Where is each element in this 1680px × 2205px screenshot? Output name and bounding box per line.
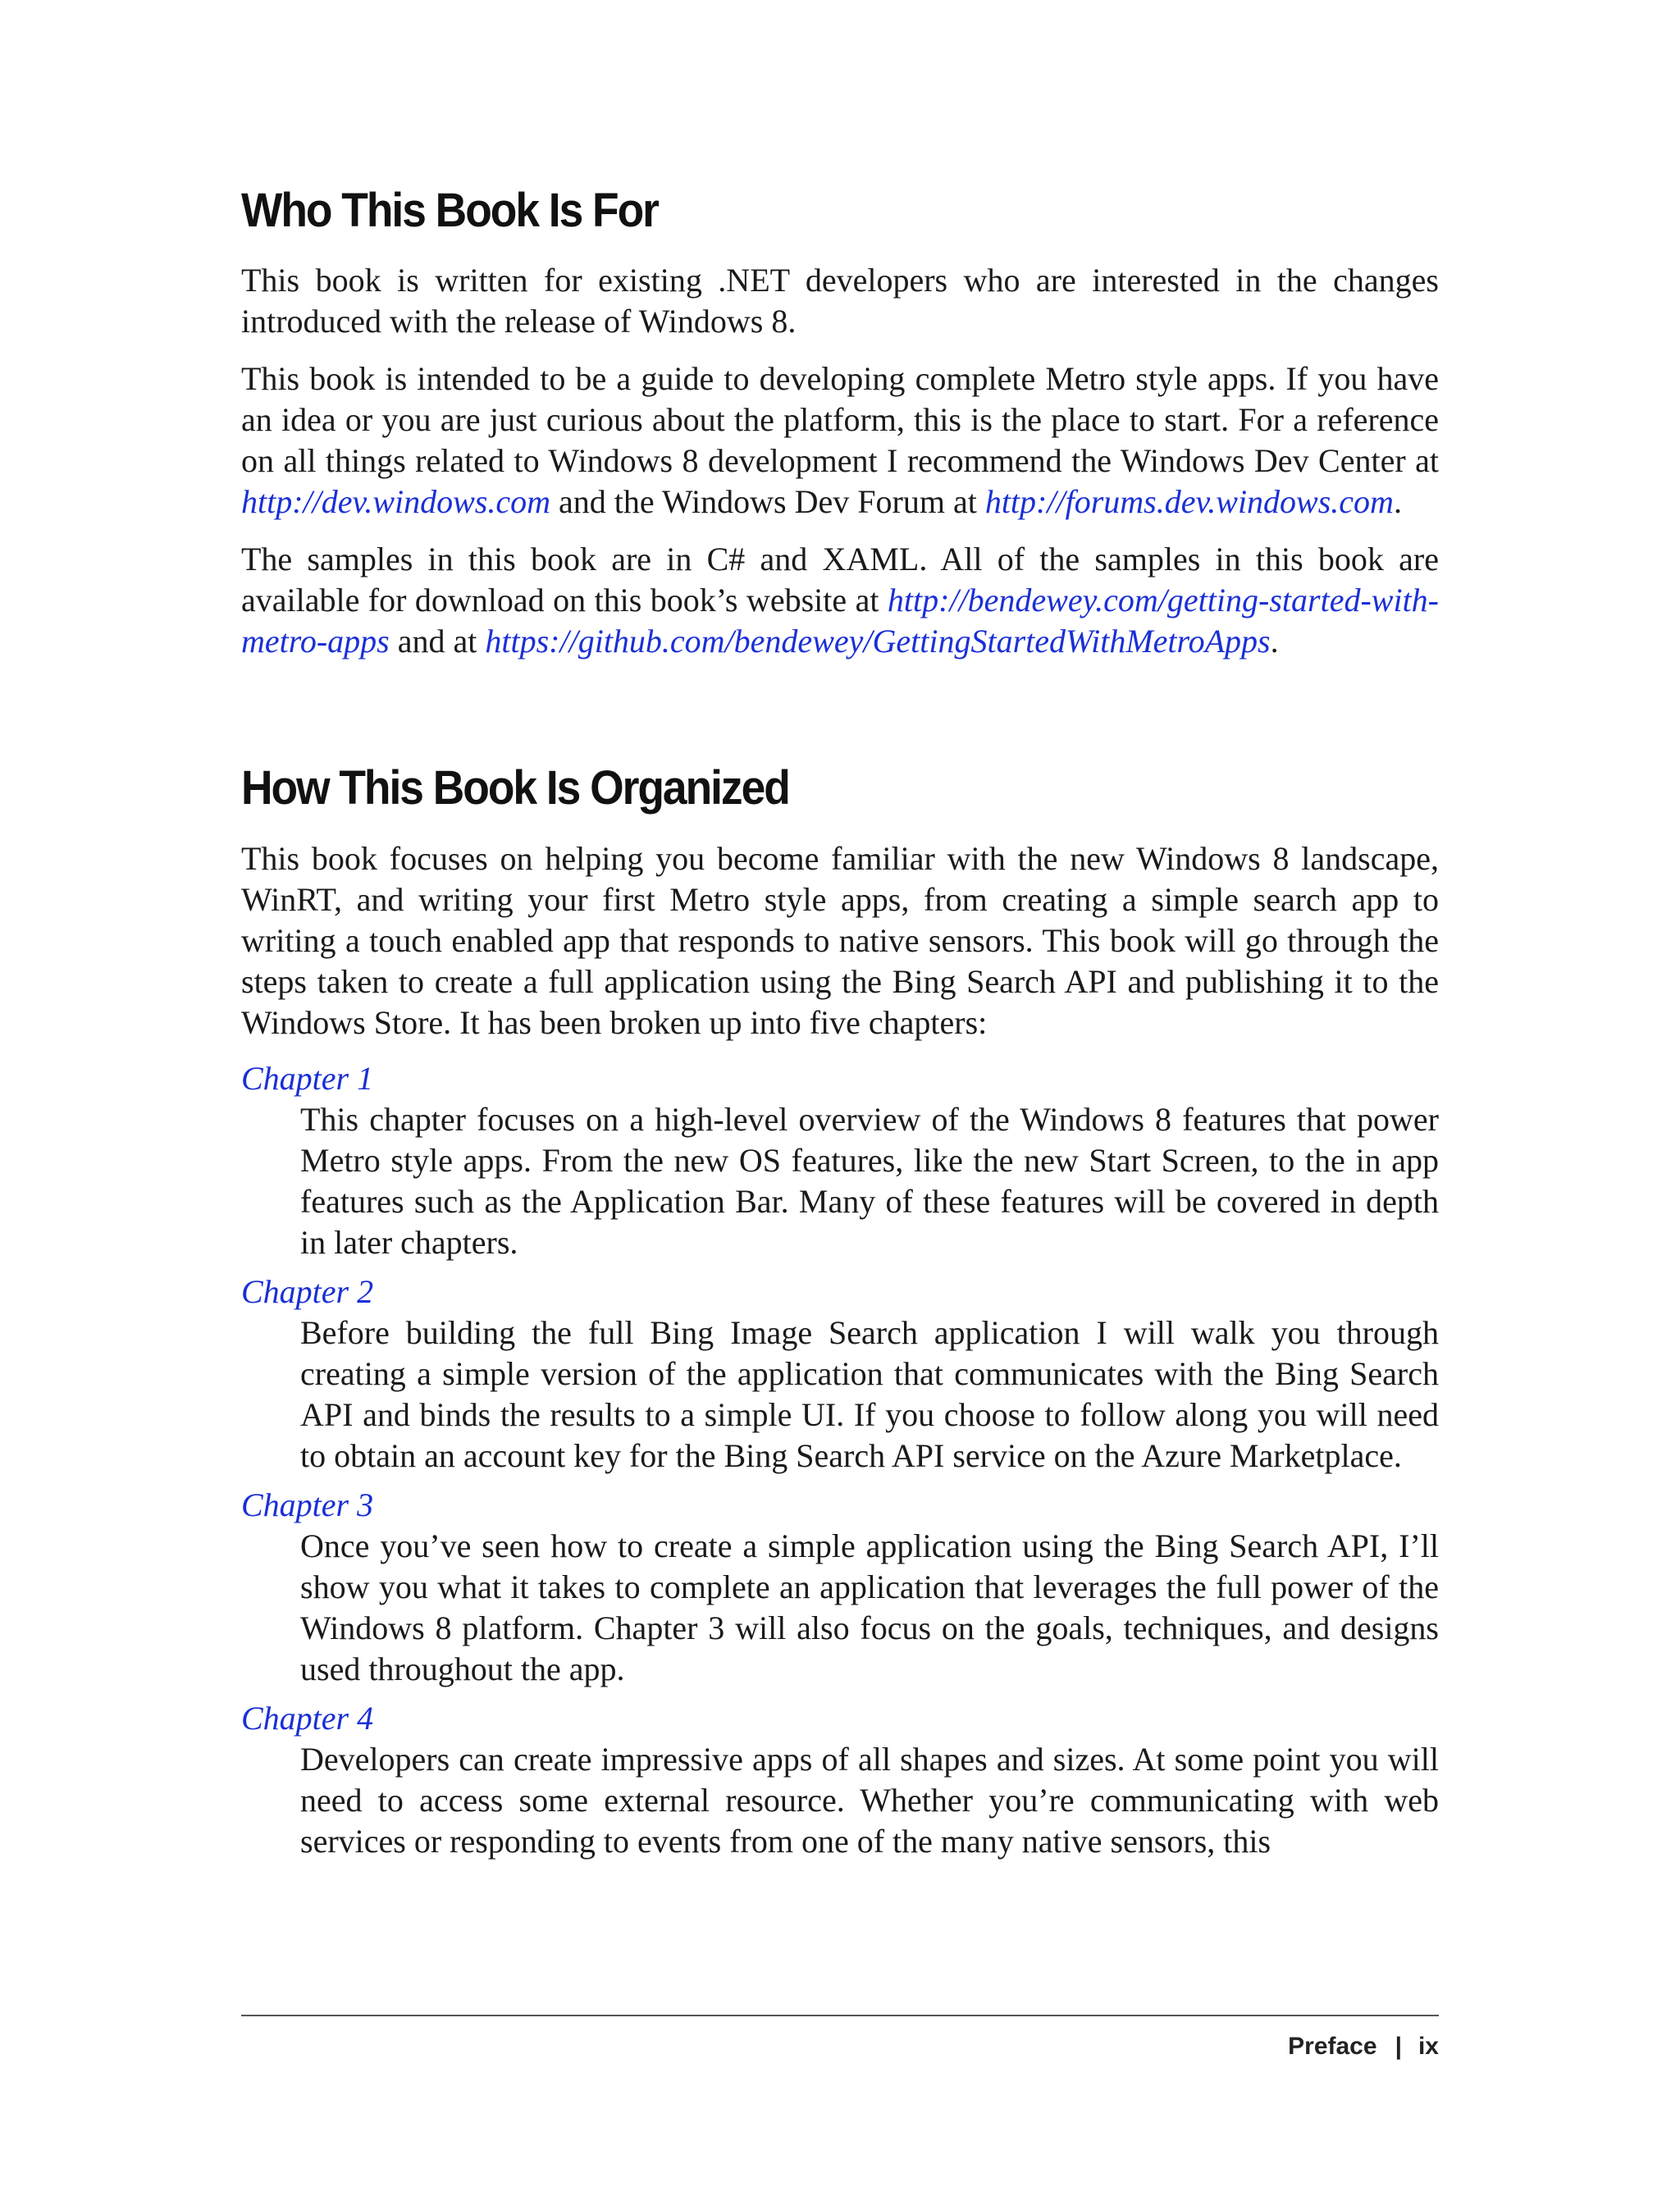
chapter-title bbox=[241, 1271, 1439, 1312]
paragraph-organization-intro: This book focuses on helping you become familiar with the new Windows 8 landscape, WinRT, and writing your first Metro style apps, from creating a simple search app to writing a touch enabled app that responds to native sensors. This book will go through the steps taken to create a full application using the Bing Search API and publishing it to the Windows Store. It has been broken up into five chapters: bbox=[241, 840, 1439, 1041]
footer-section-name: Preface bbox=[1288, 2033, 1377, 2060]
link-chapter-2[interactable]: Chapter 2 bbox=[241, 1273, 374, 1310]
section-how-body bbox=[241, 838, 1439, 1862]
link-bendewey-website[interactable]: http://bendewey.com/getting-started-with-metro-apps bbox=[241, 582, 1439, 660]
link-chapter-1[interactable]: Chapter 1 bbox=[241, 1060, 374, 1097]
link-chapter-4[interactable]: Chapter 4 bbox=[241, 1700, 374, 1737]
footer-page-number: ix bbox=[1418, 2033, 1439, 2060]
chapter-list bbox=[241, 1058, 1439, 1862]
section-heading-who-this-book-is-for: Who This Book Is For bbox=[241, 184, 658, 237]
paragraph-guide: This book is intended to be a guide to developing complete Metro style apps. If you have an idea or you are just curious about the platform, this is the place to start. For a reference on all things related to Windows 8 development I recommend the Windows Dev Center at http://dev.windows.com and the Windows Dev Forum at http://forums.dev.windows.com. bbox=[241, 360, 1439, 520]
page-footer bbox=[1288, 2033, 1439, 2061]
footer-rule bbox=[241, 2015, 1439, 2016]
chapter-description: Once you’ve seen how to create a simple application using the Bing Search API, I’ll show you what it takes to complete an application that leverages the full power of the Windows 8 platform. Chapter 3 will also focus on the goals, techniques, and designs used throughout the app. bbox=[300, 1527, 1439, 1687]
chapter-description: Developers can create impressive apps of all shapes and sizes. At some point you will need to access some external resource. Whether you’re communicating with web services or responding to events from one of the many native sensors, this bbox=[300, 1741, 1439, 1860]
chapter-description: This chapter focuses on a high-level overview of the Windows 8 features that power Metro style apps. From the new OS features, like the new Start Screen, to the in app features such as the Application Bar. Many of these features will be covered in depth in later chapters. bbox=[300, 1101, 1439, 1261]
chapter-description: Before building the full Bing Image Search application I will walk you through creating a simple version of the application that communicates with the Bing Search API and binds the results to a simple UI. If you choose to follow along you will need to obtain an account key for the Bing Search API service on the Azure Marketplace. bbox=[300, 1314, 1439, 1474]
section-heading-how-this-book-is-organized: How This Book Is Organized bbox=[241, 761, 789, 815]
book-page bbox=[241, 0, 1439, 2205]
chapter-title bbox=[241, 1485, 1439, 1526]
chapter-title bbox=[241, 1058, 1439, 1099]
paragraph-audience: This book is written for existing .NET developers who are interested in the changes introduced with the release of Windows 8. bbox=[241, 262, 1439, 340]
link-github-repo[interactable]: https://github.com/bendewey/GettingStartedWithMetroApps bbox=[485, 623, 1271, 660]
link-dev-windows[interactable]: http://dev.windows.com bbox=[241, 483, 550, 520]
link-chapter-3[interactable]: Chapter 3 bbox=[241, 1486, 374, 1523]
paragraph-samples: The samples in this book are in C# and XAML. All of the samples in this book are available for download on this book’s website at http://bendewey.com/getting-started-with-metro-apps and at https://github.com/bendewey/GettingStartedWithMetroApps. bbox=[241, 541, 1439, 660]
section-who-body bbox=[241, 260, 1439, 662]
footer-separator: | bbox=[1395, 2033, 1402, 2060]
link-forums-dev-windows[interactable]: http://forums.dev.windows.com bbox=[984, 483, 1394, 520]
chapter-title bbox=[241, 1698, 1439, 1739]
